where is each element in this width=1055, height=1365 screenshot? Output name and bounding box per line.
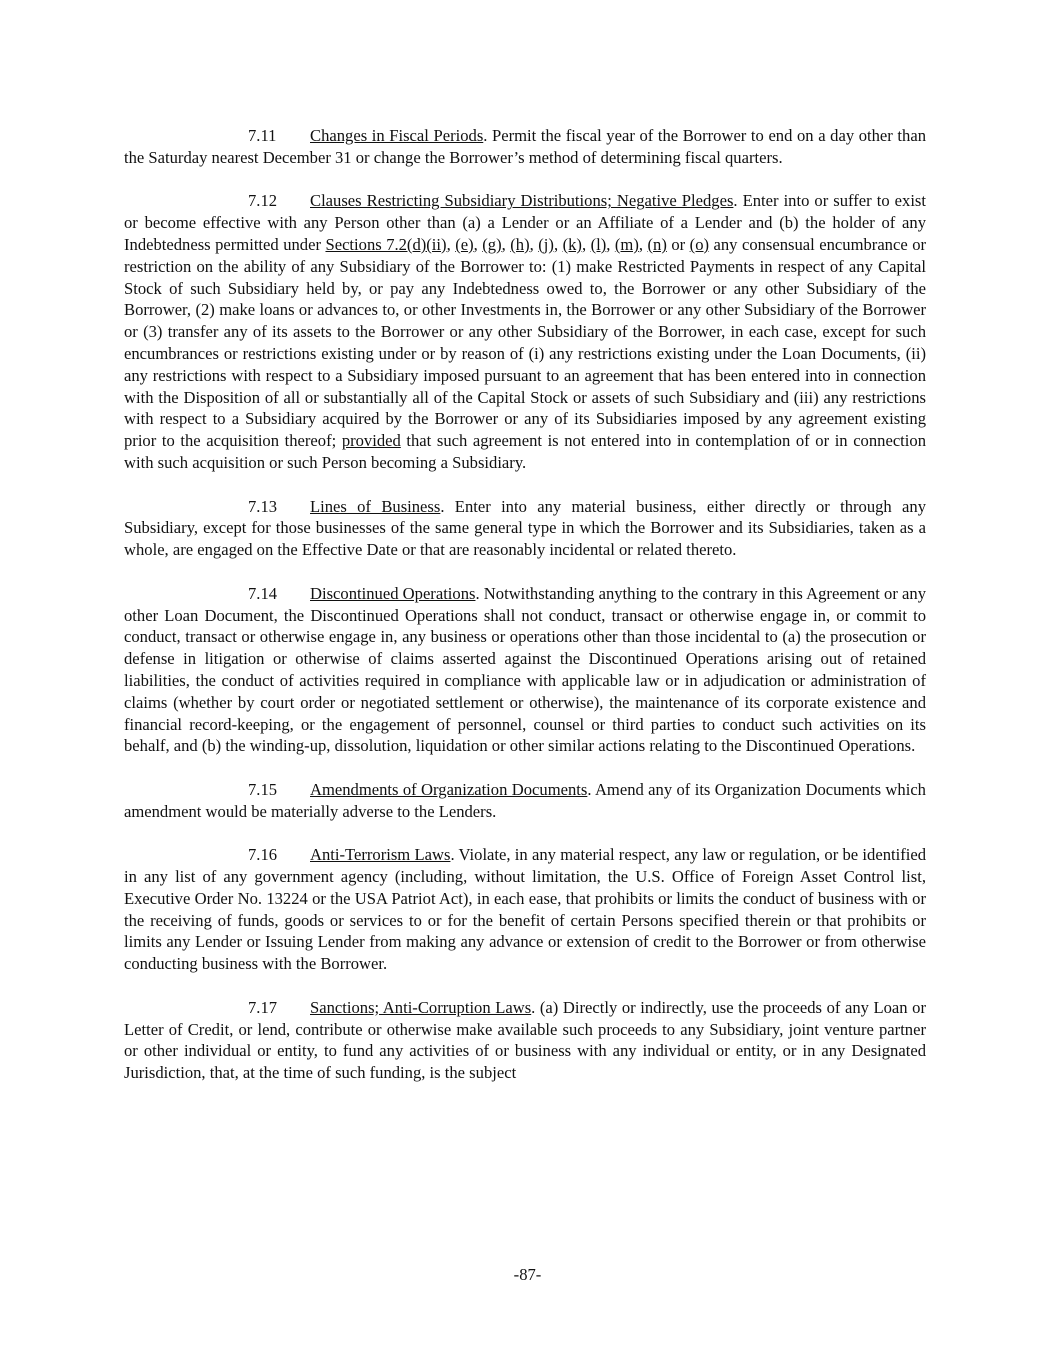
section-7-15: [124, 779, 926, 823]
section-7-14: [124, 583, 926, 757]
section-body: . Notwithstanding anything to the contrary in this Agreement or any other Loan Document, the Discontinued Operations shall not conduct, transact or otherwise engage in, or commit to conduct, transact or otherwise engage in, any business or operations other than those incidental to (a) the prosecution or defense in litigation or otherwise of claims asserted against the Discontinued Operations arising out of retained liabilities, the conduct of activities required in compliance with applicable law or in adjudication or administration of claims (whether by court order or negotiated settlement or otherwise), the maintenance of its corporate existence and financial record-keeping, or the engagement of personnel, counsel or third parties to conduct such activities on its behalf, and (b) the winding-up, dissolution, liquidation or other similar actions relating to the Discontinued Operations.: [124, 583, 926, 756]
section-reference: Sections 7.2(d)(ii): [325, 234, 447, 254]
section-number: 7.12: [248, 191, 278, 211]
separator: ,: [581, 234, 591, 254]
section-reference: (l): [590, 234, 607, 254]
page-number: -87-: [513, 1265, 542, 1284]
section-heading: Amendments of Organization Documents: [310, 779, 588, 799]
section-body: . Enter into any material business, either directly or through any Subsidiary, except for those businesses of the same general type in which the Borrower and its Subsidiaries, taken as a whole, are engaged on the Effective Date or that are reasonably incidental or related thereto.: [124, 496, 926, 560]
section-body: any consensual encumbrance or restriction on the ability of any Subsidiary of the Borrower to: (1) make Restricted Payments in respect of any Capital Stock of such Subsidiary held by, or pay any Indebtedness owed to, the Borrower or any other Subsidiary of the Borrower, (2) make loans or advances to, or other Investments in, the Borrower or any other Subsidiary of the Borrower or (3) transfer any of its assets to the Borrower or any other Subsidiary of the Borrower, in each case, except for such encumbrances or restrictions existing under or by reason of (i) any restrictions existing under the Loan Documents, (ii) any restrictions with respect to a Subsidiary imposed pursuant to an agreement that has been entered into in connection with the Disposition of all or substantially all of the Capital Stock or assets of such Subsidiary and (iii) any restrictions with respect to a Subsidiary acquired by the Borrower or any of its Subsidiaries imposed by any agreement existing prior to the acquisition thereof;: [124, 234, 927, 451]
section-heading: Lines of Business: [310, 496, 441, 516]
section-7-12: [124, 190, 926, 473]
section-reference: (h): [510, 234, 530, 254]
section-heading: Clauses Restricting Subsidiary Distributions; Negative Pledges: [310, 191, 734, 211]
separator: or: [666, 234, 690, 254]
section-number: 7.13: [248, 496, 278, 516]
section-body: . (a) Directly or indirectly, use the proceeds of any Loan or Letter of Credit, or lend, contribute or otherwise make available such proceeds to any Subsidiary, joint venture partner or other individual or entity, to fund any activities of or business with any individual or entity, or in any Designated Jurisdiction, that, at the time of such funding, is the subject: [124, 997, 926, 1083]
section-heading: Changes in Fiscal Periods: [310, 126, 484, 145]
section-body: that such agreement is not entered into in contemplation of or in connection with such acquisition or such Person becoming a Subsidiary.: [124, 431, 926, 472]
section-body: . Amend any of its Organization Documents which amendment would be materially adverse to the Lenders.: [124, 779, 926, 821]
separator: ,: [606, 234, 615, 254]
separator: ,: [638, 234, 648, 254]
separator: ,: [529, 234, 539, 254]
section-body: . Violate, in any material respect, any law or regulation, or be identified in any list of any government agency (including, without limitation, the U.S. Office of Foreign Asset Control list, Executive Order No. 13224 or the USA Patriot Act), in each ease, that prohibits or limits the conduct of business with or the receiving of funds, goods or services to or for the benefit of certain Persons specified therein or that prohibits or limits any Lender or Issuing Lender from making any advance or extension of credit to the Borrower or from otherwise conducting business with the Borrower.: [124, 845, 927, 974]
section-number: 7.16: [248, 845, 278, 865]
separator: ,: [501, 234, 511, 254]
separator: ,: [473, 234, 483, 254]
section-reference: (j): [538, 234, 554, 254]
section-reference: (n): [647, 234, 667, 254]
section-7-16: [124, 844, 926, 975]
section-reference: (g): [482, 234, 502, 254]
section-heading: Discontinued Operations: [310, 583, 476, 603]
section-heading: Sanctions; Anti-Corruption Laws: [310, 997, 532, 1017]
section-number: 7.17: [248, 997, 278, 1017]
separator: ,: [446, 234, 456, 254]
section-number: 7.14: [248, 583, 278, 603]
section-reference: (e): [455, 234, 474, 254]
section-body: . Permit the fiscal year of the Borrower to end on a day other than the Saturday nearest December 31 or change the Borrower’s method of determining fiscal quarters.: [124, 126, 926, 167]
section-7-11: [124, 125, 926, 169]
section-reference: (k): [562, 234, 582, 254]
section-7-13: [124, 496, 926, 561]
section-number: 7.15: [248, 779, 278, 799]
section-reference: (m): [614, 234, 639, 254]
section-7-17: [124, 997, 926, 1084]
document-page: [124, 125, 926, 1084]
section-number: 7.11: [248, 126, 277, 145]
provided-term: provided: [341, 431, 401, 451]
separator: ,: [553, 234, 563, 254]
section-body: . Enter into or suffer to exist or become effective with any Person other than (a) a Lender or an Affiliate of a Lender and (b) the holder of any Indebtedness permitted under: [124, 191, 926, 254]
section-heading: Anti-Terrorism Laws: [310, 845, 451, 865]
section-reference: (o): [689, 234, 710, 254]
